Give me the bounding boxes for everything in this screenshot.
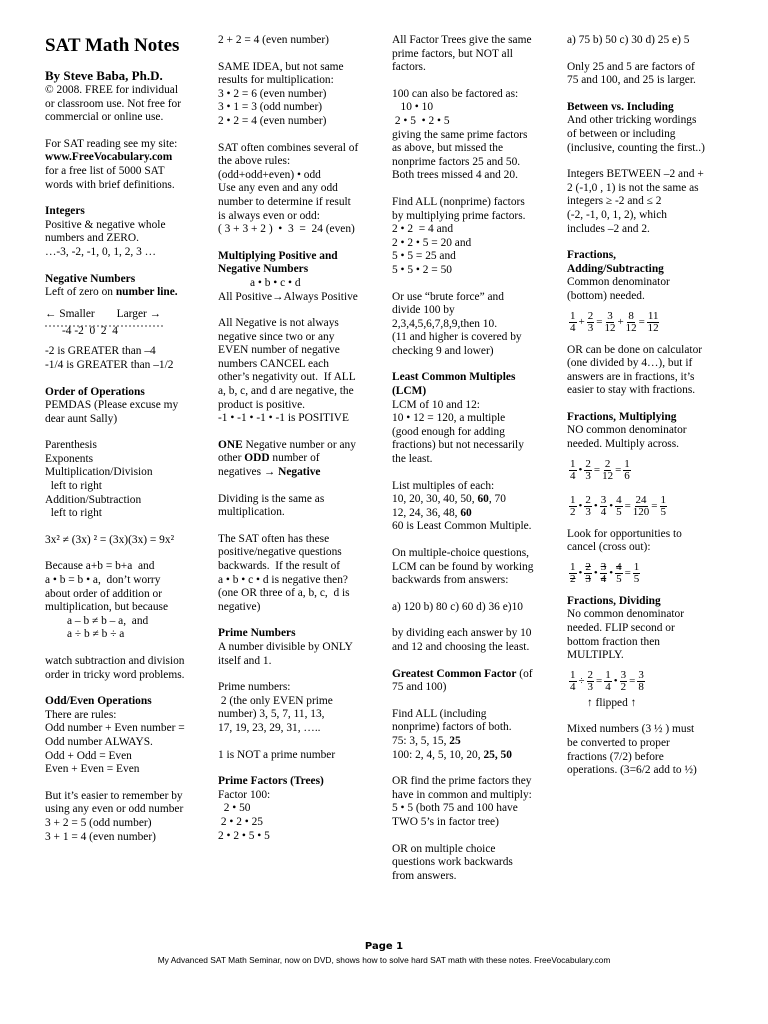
text-line: 2 + 2 = 4 (even number) <box>218 34 329 46</box>
answer-choices: a) 75 b) 50 c) 30 d) 25 e) 5 <box>567 34 690 46</box>
text-line: operations. (3=6/2 add to ½) <box>567 764 697 777</box>
text-line: product is positive. <box>218 398 306 411</box>
text-fragment: Negative number or any <box>242 438 356 451</box>
text-line: as above, but missed the <box>392 142 504 155</box>
even-example <box>218 34 383 48</box>
column-4 <box>567 34 739 791</box>
lcm-multiple-choice <box>392 547 555 588</box>
section-heading: Greatest Common Factor <box>392 667 517 680</box>
section-heading: (LCM) <box>392 385 427 398</box>
text-line: easier to stay with fractions. <box>567 384 696 397</box>
list-item: Parenthesis <box>45 439 97 452</box>
text-line: prime factors, but NOT all <box>392 47 513 60</box>
odd-even-examples <box>45 790 203 844</box>
pemdas-list <box>45 439 203 521</box>
text-line: 3 • 1 = 3 (odd number) <box>218 101 323 114</box>
find-all-factors <box>392 196 555 278</box>
text-line: Positive & negative whole <box>45 218 166 231</box>
order-of-operations-section <box>45 386 203 427</box>
lcm-section <box>392 371 555 466</box>
text-line: (11 and higher is covered by <box>392 331 522 344</box>
column-1 <box>45 34 203 857</box>
text-fragment: 60 <box>460 506 472 519</box>
website-link[interactable]: www.FreeVocabulary.com <box>45 151 173 164</box>
fractions-multiplying-section <box>567 411 739 452</box>
text-line: Dividing is the same as <box>218 492 325 505</box>
text-fragment: 25, 50 <box>483 748 512 761</box>
gcf-multiple-choice <box>392 843 555 884</box>
text-line: Odd number + Even number = <box>45 722 185 735</box>
multiplication-rules <box>218 61 383 129</box>
section-heading: Prime Factors (Trees) <box>218 775 324 788</box>
text-line: have in common and multiply: <box>392 788 532 801</box>
text-fragment: number line. <box>115 286 178 299</box>
text-line: fractions (7/2) before <box>567 750 664 763</box>
text-line: OR on multiple choice <box>392 842 496 855</box>
equation: a ÷ b ≠ b ÷ a <box>67 628 125 641</box>
text-line: Prime numbers: <box>218 681 291 694</box>
copyright-line: © 2008. FREE for individual <box>45 84 178 96</box>
text-line: 2,3,4,5,6,7,8,9,then 10. <box>392 317 498 330</box>
lcm-answers <box>392 601 555 615</box>
smaller-label: ← Smaller <box>45 307 95 320</box>
text-line: backwards. If the result of <box>218 560 341 572</box>
mixed-numbers-note <box>567 723 739 777</box>
odd-negatives-note <box>218 439 383 480</box>
section-heading: Order of Operations <box>45 385 145 398</box>
text-line: itself and 1. <box>218 654 272 667</box>
gcf-section <box>392 668 555 695</box>
factor-tree-row: 2 • 5 • 2 • 5 <box>392 114 450 127</box>
gcf-factors <box>392 708 555 762</box>
text-line: needed. FLIP second or <box>567 622 675 635</box>
text-line: numbers CANCEL each <box>218 357 329 370</box>
text-fragment: number of <box>269 452 320 465</box>
section-heading: Negative Numbers <box>45 272 136 285</box>
text-line: fractions) but not necessarily <box>392 439 524 452</box>
text-line: giving the same prime factors <box>392 128 528 141</box>
tick-labels: -4 -2 0 2 4 <box>62 325 118 338</box>
section-heading: Negative Numbers <box>218 263 309 276</box>
text-line: about order of addition or <box>45 587 163 600</box>
text-line: by dividing each answer by 10 <box>392 627 532 640</box>
text-line: multiplication, but because <box>45 601 169 614</box>
text-line: Factor 100: <box>218 788 271 801</box>
text-line: order in tricky word problems. <box>45 668 185 681</box>
text-line: There are rules: <box>45 708 117 721</box>
text-line: Only 25 and 5 are factors of <box>567 60 695 73</box>
text-line: 2 (the only EVEN prime <box>218 694 333 707</box>
text-line: positive/negative questions <box>218 546 342 559</box>
fractions-dividing-section <box>567 595 739 663</box>
text-line: includes –2 and 2. <box>567 222 650 235</box>
fraction-add-equation: $\frac{1}{4}$ + $\frac{2}{3}$ = $\frac{3}{12}$ + $\frac{8}{12}$ = $\frac{11}{12}$ <box>570 310 659 334</box>
text-line: List multiples of each: <box>392 479 495 492</box>
author: By Steve Baba, Ph.D. <box>45 68 163 83</box>
text-line: negative since two or any <box>218 330 335 343</box>
text-line: Common denominator <box>567 276 670 289</box>
text-line: multiplication. <box>218 506 285 519</box>
section-heading: Odd/Even Operations <box>45 695 152 708</box>
text-line: a • b = b • a, don’t worry <box>45 574 161 587</box>
text-line: -1/4 is GREATER than –1/2 <box>45 358 174 371</box>
text-line: Even + Even = Even <box>45 763 140 776</box>
not-prime-note <box>218 749 383 763</box>
text-line: No common denominator <box>567 608 685 621</box>
text-fragment: 25 <box>449 734 461 747</box>
brute-force-note <box>392 291 555 359</box>
text-line: EVEN number of negative <box>218 344 340 357</box>
text-line: LCM can be found by working <box>392 560 534 573</box>
text-line: numbers and ZERO. <box>45 232 139 245</box>
text-line: nonprime) factors of both. <box>392 721 512 734</box>
section-heading: Least Common Multiples <box>392 371 516 384</box>
text-line: 75 and 100, and 25 is larger. <box>567 74 696 87</box>
text-line: from answers. <box>392 869 457 882</box>
text-line: answers are in fractions, it’s <box>567 370 695 383</box>
fraction-multiply-equation-1: $\frac{1}{4}$ • $\frac{2}{3}$ = $\frac{2}{12}$ = $\frac{1}{6}$ <box>570 458 630 483</box>
flipped-note <box>567 697 739 711</box>
text-line: the above rules: <box>218 155 291 168</box>
text-line: number to determine if result <box>218 195 351 208</box>
text-line: 3 • 2 = 6 (even number) <box>218 87 327 100</box>
text-line: 2 • 2 = 4 (even number) <box>218 114 327 127</box>
text-fragment: 100: 2, 4, 5, 10, 20, <box>392 748 484 761</box>
gcf-answers <box>567 34 739 48</box>
text-line: divide 100 by <box>392 304 455 317</box>
text-line: checking 9 and lower) <box>392 344 494 357</box>
all-negative-note <box>218 317 383 426</box>
text-line: Use any even and any odd <box>218 182 338 195</box>
between-example <box>567 168 739 236</box>
text-fragment: 12, 24, 36, 48, <box>392 506 461 519</box>
text-line: nonprime factors 25 and 50. <box>392 155 521 168</box>
text-line: LCM of 10 and 12: <box>392 398 480 411</box>
text-fragment: (of <box>516 667 533 680</box>
text-line: Look for opportunities to <box>567 527 682 540</box>
power-example <box>45 534 203 548</box>
text-line: a, b, c, and d are negative, the <box>218 385 354 398</box>
equation: a – b ≠ b – a, and <box>67 614 149 627</box>
text-line: (one divided by 4…), but if <box>567 357 693 370</box>
text-line: TWO 5’s in factor tree) <box>392 815 499 828</box>
equation: a • b • c • d <box>250 276 301 289</box>
text-line: Odd number ALWAYS. <box>45 735 153 748</box>
equation: 3x² ≠ (3x) ² = (3x)(3x) = 9x² <box>45 533 174 546</box>
text-fragment: negatives → <box>218 466 279 479</box>
text-line: OR find the prime factors they <box>392 775 532 788</box>
equation: 5 • 5 • 2 = 50 <box>392 263 452 276</box>
factor-tree-row: 2 • 2 • 5 • 5 <box>218 829 270 842</box>
fraction-cancel-equation: $\frac{1}{2}$ • $\frac{2}{3}$ • $\frac{3}{4}$ • $\frac{4}{5}$ = $\frac{1}{5}$ <box>570 561 640 586</box>
list-item: Exponents <box>45 452 94 465</box>
text-fragment: other <box>218 452 245 465</box>
text-line: number) 3, 5, 7, 11, 13, <box>218 708 325 721</box>
text-line: …-3, -2, -1, 0, 1, 2, 3 … <box>45 245 157 258</box>
section-heading: Fractions, Dividing <box>567 594 661 607</box>
text-fragment: Negative <box>278 466 321 479</box>
text-line: and 12 and choosing the least. <box>392 640 530 653</box>
text-line: All Negative is not always <box>218 317 339 330</box>
text-line: by multiplying prime factors. <box>392 209 526 222</box>
text-line: cancel (cross out): <box>567 541 651 554</box>
text-line: watch subtraction and division <box>45 655 185 667</box>
footer-note: My Advanced SAT Math Seminar, now on DVD, shows how to solve hard SAT math with these notes. FreeVocabulary.com <box>157 955 611 965</box>
text-line: Integers BETWEEN –2 and + <box>567 168 704 181</box>
factor-tree-row: 2 • 50 <box>218 802 251 815</box>
text-line: the least. <box>392 453 433 466</box>
text-line: be converted to proper <box>567 737 670 749</box>
text-fragment: ODD <box>244 452 270 465</box>
text-line: All Positive→Always Positive <box>218 290 358 303</box>
list-item: Multiplication/Division <box>45 466 153 479</box>
text-line: of between or including <box>567 127 676 140</box>
section-heading: Prime Numbers <box>218 627 296 640</box>
text-line: Find ALL (nonprime) factors <box>392 195 525 208</box>
reading-line: For SAT reading see my site: <box>45 137 178 150</box>
text-line: dear aunt Sally) <box>45 412 118 425</box>
fractions-adding-section <box>567 249 739 303</box>
reading-line: for a free list of 5000 SAT <box>45 164 165 177</box>
text-line: (-2, -1, 0, 1, 2), which <box>567 208 667 221</box>
prime-numbers-section <box>218 627 383 668</box>
calculator-note <box>567 344 739 398</box>
commutative-note <box>45 560 203 642</box>
cancel-note <box>567 528 739 555</box>
section-heading: Fractions, Multiplying <box>567 410 677 423</box>
copyright-notice <box>45 84 203 125</box>
text-line: 60 is Least Common Multiple. <box>392 520 532 533</box>
page-number: Page 1 <box>364 941 404 952</box>
larger-label: Larger → <box>116 307 162 320</box>
section-heading: Between vs. Including <box>567 100 674 113</box>
text-line: NO common denominator <box>567 424 687 437</box>
text-line: a • b • c • d is negative then? <box>218 573 348 586</box>
list-item: left to right <box>45 480 102 493</box>
text-line: negative) <box>218 600 261 613</box>
text-fragment: ONE <box>218 438 243 451</box>
backwards-note <box>218 533 383 615</box>
text-line: SAT often combines several of <box>218 141 359 154</box>
text-line: 17, 19, 23, 29, 31, ….. <box>218 721 321 734</box>
text-line: using any even or odd number <box>45 803 184 816</box>
text-line: needed. Multiply across. <box>567 438 679 451</box>
text-line: 1 is NOT a prime number <box>218 748 336 761</box>
text-line: Odd + Odd = Even <box>45 749 132 762</box>
copyright-line: or classroom use. Not free for <box>45 97 182 110</box>
equation: 5 • 5 = 25 and <box>392 250 456 263</box>
text-line: factors. <box>392 61 426 74</box>
text-line: OR can be done on calculator <box>567 343 703 356</box>
column-2 <box>218 34 383 856</box>
factor-tree-row: 10 • 10 <box>392 101 434 114</box>
integers-section <box>45 205 203 259</box>
factor-trees-note <box>392 34 555 75</box>
lcm-method <box>392 627 555 654</box>
copyright-line: commercial or online use. <box>45 111 164 124</box>
text-line: 3 + 1 = 4 (even number) <box>45 830 156 843</box>
column-3 <box>392 34 555 896</box>
between-including-section <box>567 101 739 155</box>
reading-note <box>45 138 203 192</box>
text-fragment: , 70 <box>488 493 506 506</box>
section-heading: Multiplying Positive and <box>218 249 338 262</box>
text-line: All Factor Trees give the same <box>392 34 532 46</box>
prime-list <box>218 681 383 735</box>
text-line: (odd+odd+even) • odd <box>218 168 321 181</box>
text-line: Because a+b = b+a and <box>45 560 155 573</box>
text-line: Mixed numbers (3 ½ ) must <box>567 723 695 736</box>
equation: -1 • -1 • -1 • -1 is POSITIVE <box>218 412 349 425</box>
text-line: other’s negativity out. If ALL <box>218 371 356 384</box>
prime-factors-section <box>218 775 383 843</box>
flipped-label: ↑ flipped ↑ <box>587 696 637 709</box>
answer-choices: a) 120 b) 80 c) 60 d) 36 e)10 <box>392 600 523 613</box>
text-line: 75 and 100) <box>392 681 447 694</box>
text-line: 3 + 2 = 5 (odd number) <box>45 816 152 829</box>
text-fragment: Left of zero on <box>45 286 116 299</box>
text-line: And other tricking wordings <box>567 114 697 127</box>
text-line: Find ALL (including <box>392 707 487 720</box>
text-line: -2 is GREATER than –4 <box>45 345 156 358</box>
dividing-note <box>218 493 383 520</box>
text-fragment: 75: 3, 5, 15, <box>392 734 450 747</box>
text-line: (one OR three of a, b, c, d is <box>218 587 350 600</box>
gcf-conclusion <box>567 61 739 88</box>
text-line: PEMDAS (Please excuse my <box>45 399 179 412</box>
text-line: But it’s easier to remember by <box>45 789 183 802</box>
section-heading: Integers <box>45 205 85 218</box>
text-line: (good enough for adding <box>392 425 505 438</box>
text-fragment: 60 <box>477 493 489 506</box>
odd-even-section <box>45 695 203 777</box>
equation: 2 • 2 = 4 and <box>392 223 454 236</box>
text-line: A number divisible by ONLY <box>218 640 353 653</box>
text-line: (inclusive, counting the first..) <box>567 141 705 154</box>
alternate-tree <box>392 88 555 183</box>
text-line: Both trees missed 4 and 20. <box>392 169 518 182</box>
text-line: backwards from answers: <box>392 574 509 587</box>
multiples-list <box>392 480 555 534</box>
number-line <box>45 321 203 337</box>
fraction-divide-equation: $\frac{1}{4}$ ÷ $\frac{2}{3}$ = $\frac{1}{4}$ • $\frac{3}{2}$ = $\frac{3}{8}$ <box>570 669 644 694</box>
text-line: Or use “brute force” and <box>392 290 504 303</box>
text-line: MULTIPLY. <box>567 649 624 662</box>
text-line: questions work backwards <box>392 856 513 869</box>
text-line: 100 can also be factored as: <box>392 87 519 100</box>
text-line: SAME IDEA, but not same <box>218 60 344 73</box>
combined-rules <box>218 142 383 237</box>
text-line: On multiple-choice questions, <box>392 547 529 559</box>
equation: ( 3 + 3 + 2 ) • 3 = 24 (even) <box>218 223 355 236</box>
page-title: SAT Math Notes <box>45 35 180 56</box>
reading-line: words with brief definitions. <box>45 178 175 191</box>
text-line: (bottom) needed. <box>567 289 645 302</box>
watch-note <box>45 655 203 682</box>
list-item: left to right <box>45 507 102 520</box>
section-heading: Adding/Subtracting <box>567 262 664 275</box>
section-heading: Fractions, <box>567 249 617 262</box>
text-line: 10 • 12 = 120, a multiple <box>392 412 506 425</box>
text-line: is always even or odd: <box>218 209 320 222</box>
text-fragment: 10, 20, 30, 40, 50, <box>392 493 478 506</box>
gcf-prime-method <box>392 775 555 829</box>
factor-tree-row: 2 • 2 • 25 <box>218 815 264 828</box>
list-item: Addition/Subtraction <box>45 493 142 506</box>
negative-numbers-section <box>45 273 203 373</box>
text-line: bottom fraction then <box>567 635 660 648</box>
equation: 2 • 2 • 5 = 20 and <box>392 236 472 249</box>
fraction-multiply-equation-2: $\frac{1}{2}$ • $\frac{2}{3}$ • $\frac{3}{4}$ • $\frac{4}{5}$ = $\frac{24}{120}$ = $\frac{1}{5}$ <box>570 494 667 519</box>
text-line: The SAT often has these <box>218 532 330 545</box>
multiplying-signs-section <box>218 250 383 304</box>
text-line: 5 • 5 (both 75 and 100 have <box>392 802 518 815</box>
text-line: integers ≥ -2 and ≤ 2 <box>567 195 662 208</box>
text-line: results for multiplication: <box>218 74 334 87</box>
text-line: 2 (-1,0 , 1) is not the same as <box>567 181 699 194</box>
